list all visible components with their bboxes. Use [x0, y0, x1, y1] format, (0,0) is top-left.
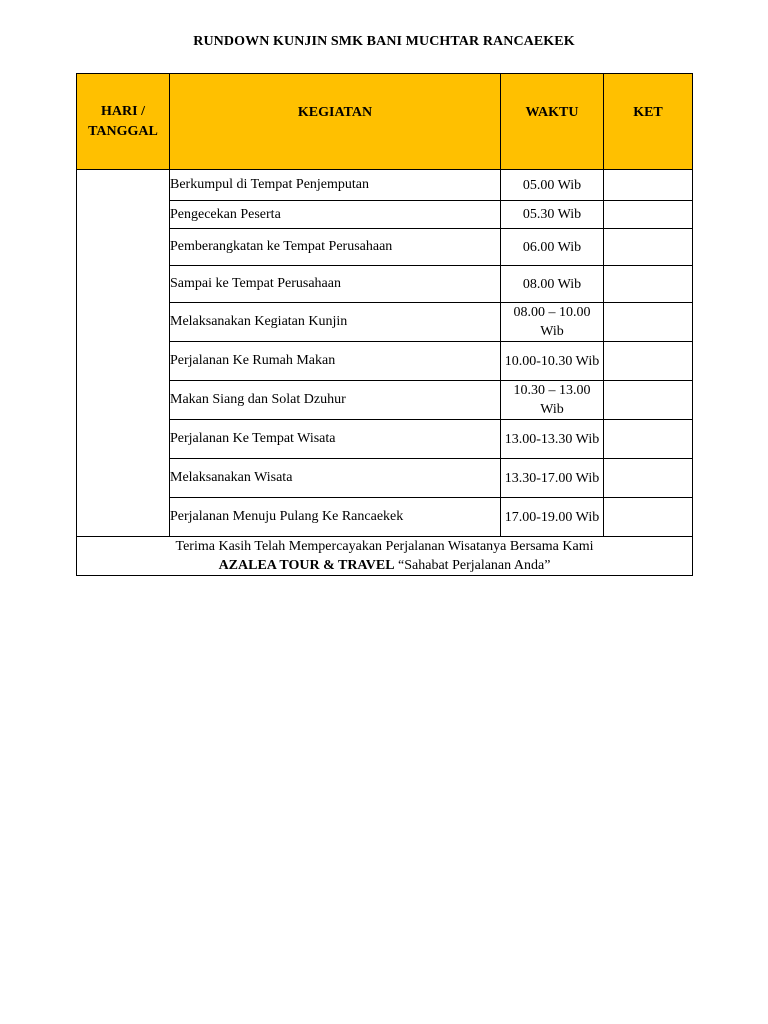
- header-kegiatan: KEGIATAN: [170, 74, 501, 170]
- waktu-cell: 08.00 – 10.00 Wib: [501, 303, 604, 342]
- header-ket: KET: [604, 74, 693, 170]
- kegiatan-cell: Melaksanakan Wisata: [170, 459, 501, 498]
- table-row: [77, 266, 693, 303]
- table-row: [77, 342, 693, 381]
- table-row: [77, 498, 693, 537]
- rundown-table: [76, 73, 693, 576]
- ket-cell: [604, 303, 693, 342]
- waktu-cell: 08.00 Wib: [501, 266, 604, 303]
- footer-thanks: Terima Kasih Telah Mempercayakan Perjalanan Wisatanya Bersama Kami: [175, 539, 594, 554]
- ket-cell: [604, 342, 693, 381]
- waktu-cell: 10.30 – 13.00 Wib: [501, 381, 604, 420]
- table-row: [77, 303, 693, 342]
- footer-brand: AZALEA TOUR & TRAVEL: [218, 558, 395, 573]
- kegiatan-cell: Pemberangkatan ke Tempat Perusahaan: [170, 229, 501, 266]
- ket-cell: [604, 498, 693, 537]
- kegiatan-cell: Perjalanan Ke Rumah Makan: [170, 342, 501, 381]
- ket-cell: [604, 420, 693, 459]
- waktu-cell: 10.00-10.30 Wib: [501, 342, 604, 381]
- waktu-cell: 05.30 Wib: [501, 201, 604, 229]
- ket-cell: [604, 266, 693, 303]
- table-row: [77, 420, 693, 459]
- ket-cell: [604, 459, 693, 498]
- header-hari-tanggal: HARI / TANGGAL: [77, 74, 170, 170]
- table-header-row: [77, 74, 693, 170]
- header-waktu: WAKTU: [501, 74, 604, 170]
- waktu-cell: 13.30-17.00 Wib: [501, 459, 604, 498]
- kegiatan-cell: Makan Siang dan Solat Dzuhur: [170, 381, 501, 420]
- ket-cell: [604, 229, 693, 266]
- kegiatan-cell: Perjalanan Menuju Pulang Ke Rancaekek: [170, 498, 501, 537]
- footer-brand-line: [77, 556, 692, 575]
- footer-tagline: “Sahabat Perjalanan Anda”: [398, 558, 551, 573]
- ket-cell: [604, 170, 693, 201]
- waktu-cell: 13.00-13.30 Wib: [501, 420, 604, 459]
- ket-cell: [604, 381, 693, 420]
- table-row: [77, 170, 693, 201]
- table-footer-row: [77, 537, 693, 576]
- kegiatan-cell: Berkumpul di Tempat Penjemputan: [170, 170, 501, 201]
- footer-cell: [77, 537, 693, 576]
- kegiatan-cell: Melaksanakan Kegiatan Kunjin: [170, 303, 501, 342]
- kegiatan-cell: Perjalanan Ke Tempat Wisata: [170, 420, 501, 459]
- document-title: RUNDOWN KUNJIN SMK BANI MUCHTAR RANCAEKEK: [193, 34, 575, 49]
- table-row: [77, 201, 693, 229]
- ket-cell: [604, 201, 693, 229]
- hari-tanggal-cell: [77, 170, 170, 537]
- waktu-cell: 05.00 Wib: [501, 170, 604, 201]
- waktu-cell: 17.00-19.00 Wib: [501, 498, 604, 537]
- kegiatan-cell: Sampai ke Tempat Perusahaan: [170, 266, 501, 303]
- kegiatan-cell: Pengecekan Peserta: [170, 201, 501, 229]
- table-row: [77, 381, 693, 420]
- table-row: [77, 229, 693, 266]
- table-row: [77, 459, 693, 498]
- waktu-cell: 06.00 Wib: [501, 229, 604, 266]
